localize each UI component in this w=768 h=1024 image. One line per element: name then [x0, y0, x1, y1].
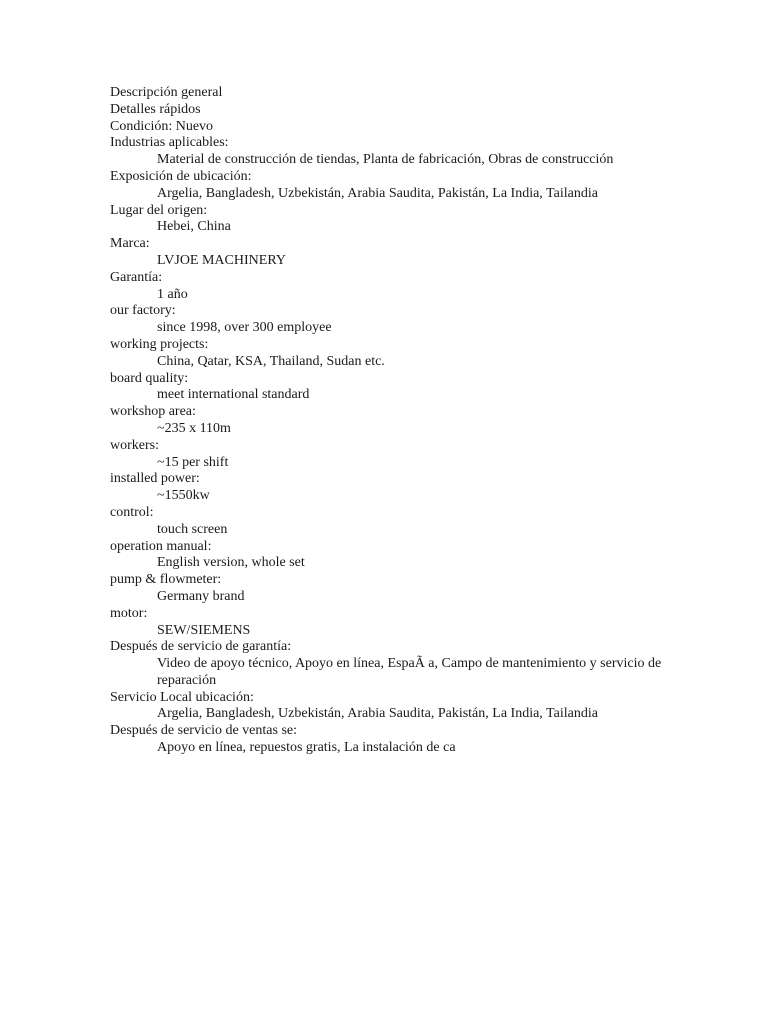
value-after-sales-service: Apoyo en línea, repuestos gratis, La instalación de ca — [157, 740, 456, 756]
label-after-sales-service: Después de servicio de ventas se: — [110, 723, 297, 739]
value-place-of-origin: Hebei, China — [157, 219, 231, 235]
condition-line: Condición: Nuevo — [110, 118, 214, 134]
label-installed-power: installed power: — [110, 471, 200, 487]
label-place-of-origin: Lugar del origen: — [110, 202, 208, 218]
label-showroom-location: Exposición de ubicación: — [110, 168, 252, 184]
value-motor: SEW/SIEMENS — [157, 622, 251, 638]
label-our-factory: our factory: — [110, 303, 176, 319]
document-body — [110, 85, 670, 757]
label-working-projects: working projects: — [110, 336, 209, 352]
value-applicable-industries: Material de construcción de tiendas, Planta de fabricación, Obras de construcción — [157, 152, 614, 168]
label-pump-flowmeter: pump & flowmeter: — [110, 572, 222, 588]
label-motor: motor: — [110, 605, 148, 621]
label-workshop-area: workshop area: — [110, 404, 196, 420]
value-working-projects: China, Qatar, KSA, Thailand, Sudan etc. — [157, 353, 385, 369]
label-workers: workers: — [110, 437, 159, 453]
label-applicable-industries: Industrias aplicables: — [110, 135, 229, 151]
value-control: touch screen — [157, 521, 228, 537]
value-installed-power: ~1550kw — [157, 488, 210, 504]
value-warranty: 1 año — [157, 286, 188, 302]
value-workers: ~15 per shift — [157, 454, 229, 470]
value-after-warranty-service: Video de apoyo técnico, Apoyo en línea, EspaÃ a, Campo de mantenimiento y servicio de reparación — [157, 656, 665, 688]
heading-quick-details: Detalles rápidos — [110, 101, 201, 117]
value-showroom-location: Argelia, Bangladesh, Uzbekistán, Arabia Saudita, Pakistán, La India, Tailandia — [157, 185, 598, 201]
value-our-factory: since 1998, over 300 employee — [157, 320, 332, 336]
value-pump-flowmeter: Germany brand — [157, 588, 245, 604]
label-operation-manual: operation manual: — [110, 538, 212, 554]
value-operation-manual: English version, whole set — [157, 555, 305, 571]
heading-overview: Descripción general — [110, 85, 223, 100]
value-board-quality: meet international standard — [157, 387, 310, 403]
label-control: control: — [110, 504, 154, 520]
value-brand: LVJOE MACHINERY — [157, 252, 286, 268]
label-warranty: Garantía: — [110, 269, 163, 285]
label-brand: Marca: — [110, 236, 150, 252]
label-board-quality: board quality: — [110, 370, 189, 386]
label-after-warranty-service: Después de servicio de garantía: — [110, 639, 292, 655]
label-local-service-location: Servicio Local ubicación: — [110, 689, 254, 705]
value-workshop-area: ~235 x 110m — [157, 420, 231, 436]
value-local-service-location: Argelia, Bangladesh, Uzbekistán, Arabia Saudita, Pakistán, La India, Tailandia — [157, 706, 598, 722]
